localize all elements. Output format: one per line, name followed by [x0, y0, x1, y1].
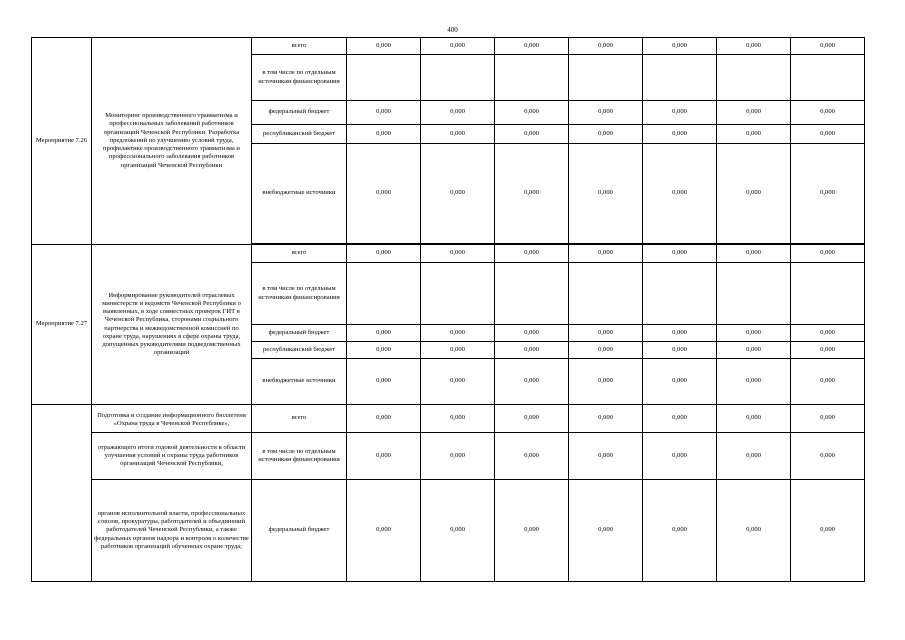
value-cell: 0,000 [569, 359, 643, 405]
empty-cell [717, 55, 791, 101]
row-label-total: всего [252, 245, 347, 263]
table-row [32, 433, 865, 480]
value-cell: 0,000 [791, 405, 865, 433]
value-cell: 0,000 [421, 342, 495, 359]
value-cell: 0,000 [791, 342, 865, 359]
value-cell: 0,000 [347, 480, 421, 582]
event-description-part [92, 405, 252, 433]
value-cell: 0,000 [569, 480, 643, 582]
value-cell: 0,000 [643, 342, 717, 359]
value-cell: 0,000 [347, 101, 421, 125]
table-row [32, 245, 865, 263]
value-cell: 0,000 [495, 433, 569, 480]
row-label-incl-sources: в том числе по отдельным источникам финансирования [252, 433, 347, 480]
empty-cell [791, 263, 865, 325]
row-label-republic: республиканский бюджет [252, 342, 347, 359]
event-description: Информирование руководителей отраслевых министерств и ведомств Чеченской Республики о выявленных, в ходе совместных проверок ГИТ в Чеченской Республика, сторонами социального партнерства и межведомственной комиссией по охране труда, нарушениях в сфере охраны труда, допущенных руководителями подведомственных организаций [92, 245, 252, 405]
value-cell: 0,000 [495, 342, 569, 359]
value-cell: 0,000 [421, 359, 495, 405]
empty-cell [569, 263, 643, 325]
empty-cell [569, 55, 643, 101]
empty-cell [717, 263, 791, 325]
value-cell: 0,000 [347, 245, 421, 263]
table-row [32, 405, 865, 433]
value-cell: 0,000 [421, 433, 495, 480]
row-label-incl-sources: в том числе по отдельным источникам финансирования [252, 55, 347, 101]
value-cell: 0,000 [421, 125, 495, 144]
row-label-republic: республиканский бюджет [252, 125, 347, 144]
funding-table [31, 37, 865, 582]
value-cell: 0,000 [495, 101, 569, 125]
value-cell: 0,000 [495, 245, 569, 263]
row-label-federal: федеральный бюджет [252, 480, 347, 582]
value-cell: 0,000 [421, 405, 495, 433]
value-cell: 0,000 [569, 433, 643, 480]
value-cell: 0,000 [791, 245, 865, 263]
value-cell: 0,000 [791, 480, 865, 582]
clipped-text: Подготовка и создание информационного бюллетеня «Охрана труда в Чеченской Республике», [97, 411, 246, 426]
value-cell: 0,000 [569, 144, 643, 244]
value-cell: 0,000 [569, 101, 643, 125]
value-cell: 0,000 [495, 144, 569, 244]
empty-cell [347, 55, 421, 101]
value-cell: 0,000 [495, 405, 569, 433]
value-cell: 0,000 [569, 325, 643, 342]
table-row [32, 480, 865, 582]
value-cell: 0,000 [791, 325, 865, 342]
value-cell: 0,000 [791, 144, 865, 244]
value-cell: 0,000 [569, 245, 643, 263]
event-description-part: органов исполнительной власти, профессиональных союзов, прокуратуры, работодателей и объединений работодателей Чеченской Республики, а также федеральных органов надзора и контроля о количестве работников организаций обученных охране труда; [92, 480, 252, 582]
empty-cell [421, 263, 495, 325]
empty-cell [495, 263, 569, 325]
value-cell: 0,000 [495, 38, 569, 55]
value-cell: 0,000 [791, 125, 865, 144]
row-label-extrabudget: внебюджетные источники [252, 144, 347, 244]
value-cell: 0,000 [643, 433, 717, 480]
value-cell: 0,000 [347, 38, 421, 55]
table-row [32, 38, 865, 55]
value-cell: 0,000 [569, 125, 643, 144]
value-cell: 0,000 [421, 480, 495, 582]
value-cell: 0,000 [347, 359, 421, 405]
value-cell: 0,000 [347, 125, 421, 144]
value-cell: 0,000 [643, 101, 717, 125]
empty-cell [791, 55, 865, 101]
value-cell: 0,000 [569, 405, 643, 433]
row-label-federal: федеральный бюджет [252, 325, 347, 342]
empty-cell [421, 55, 495, 101]
value-cell: 0,000 [717, 38, 791, 55]
value-cell: 0,000 [643, 359, 717, 405]
value-cell: 0,000 [643, 125, 717, 144]
row-label-extrabudget: внебюджетные источники [252, 359, 347, 405]
value-cell: 0,000 [421, 245, 495, 263]
value-cell: 0,000 [791, 38, 865, 55]
value-cell: 0,000 [495, 125, 569, 144]
value-cell: 0,000 [717, 101, 791, 125]
value-cell: 0,000 [495, 359, 569, 405]
value-cell: 0,000 [791, 359, 865, 405]
row-label-total: всего [252, 405, 347, 433]
value-cell: 0,000 [643, 480, 717, 582]
event-label: Мероприятие 7.27 [32, 245, 92, 405]
empty-cell [32, 405, 92, 582]
row-label-federal: федеральный бюджет [252, 101, 347, 125]
value-cell: 0,000 [347, 342, 421, 359]
value-cell: 0,000 [717, 325, 791, 342]
value-cell: 0,000 [643, 245, 717, 263]
value-cell: 0,000 [347, 144, 421, 244]
value-cell: 0,000 [643, 405, 717, 433]
row-label-total: всего [252, 38, 347, 55]
value-cell: 0,000 [569, 342, 643, 359]
event-description-part: отражающего итоги годовой деятельности в области улучшения условий и охраны труда работников организаций Чеченской Республики, [92, 433, 252, 480]
value-cell: 0,000 [717, 245, 791, 263]
value-cell: 0,000 [717, 342, 791, 359]
value-cell: 0,000 [421, 325, 495, 342]
value-cell: 0,000 [717, 433, 791, 480]
value-cell: 0,000 [717, 480, 791, 582]
row-label-incl-sources: в том числе по отдельным источникам финансирования [252, 263, 347, 325]
value-cell: 0,000 [421, 101, 495, 125]
value-cell: 0,000 [495, 480, 569, 582]
page-number: 400 [447, 26, 458, 34]
value-cell: 0,000 [421, 38, 495, 55]
value-cell: 0,000 [643, 144, 717, 244]
value-cell: 0,000 [569, 38, 643, 55]
value-cell: 0,000 [717, 144, 791, 244]
empty-cell [643, 263, 717, 325]
event-label: Мероприятие 7.26 [32, 38, 92, 245]
value-cell: 0,000 [495, 325, 569, 342]
value-cell: 0,000 [421, 144, 495, 244]
value-cell: 0,000 [717, 359, 791, 405]
event-description: Мониторинг производственного травматизма и профессиональных заболеваний работников организаций Чеченской Республики. Разработка предложений по улучшению условий труда, профилактике производственного травматизма и профессионального заболевания работников организаций Чеченской Республики [92, 38, 252, 245]
value-cell: 0,000 [717, 405, 791, 433]
value-cell: 0,000 [643, 325, 717, 342]
value-cell: 0,000 [347, 405, 421, 433]
value-cell: 0,000 [717, 125, 791, 144]
empty-cell [643, 55, 717, 101]
value-cell: 0,000 [347, 433, 421, 480]
value-cell: 0,000 [347, 325, 421, 342]
value-cell: 0,000 [791, 101, 865, 125]
value-cell: 0,000 [643, 38, 717, 55]
empty-cell [495, 55, 569, 101]
empty-cell [347, 263, 421, 325]
value-cell: 0,000 [791, 433, 865, 480]
